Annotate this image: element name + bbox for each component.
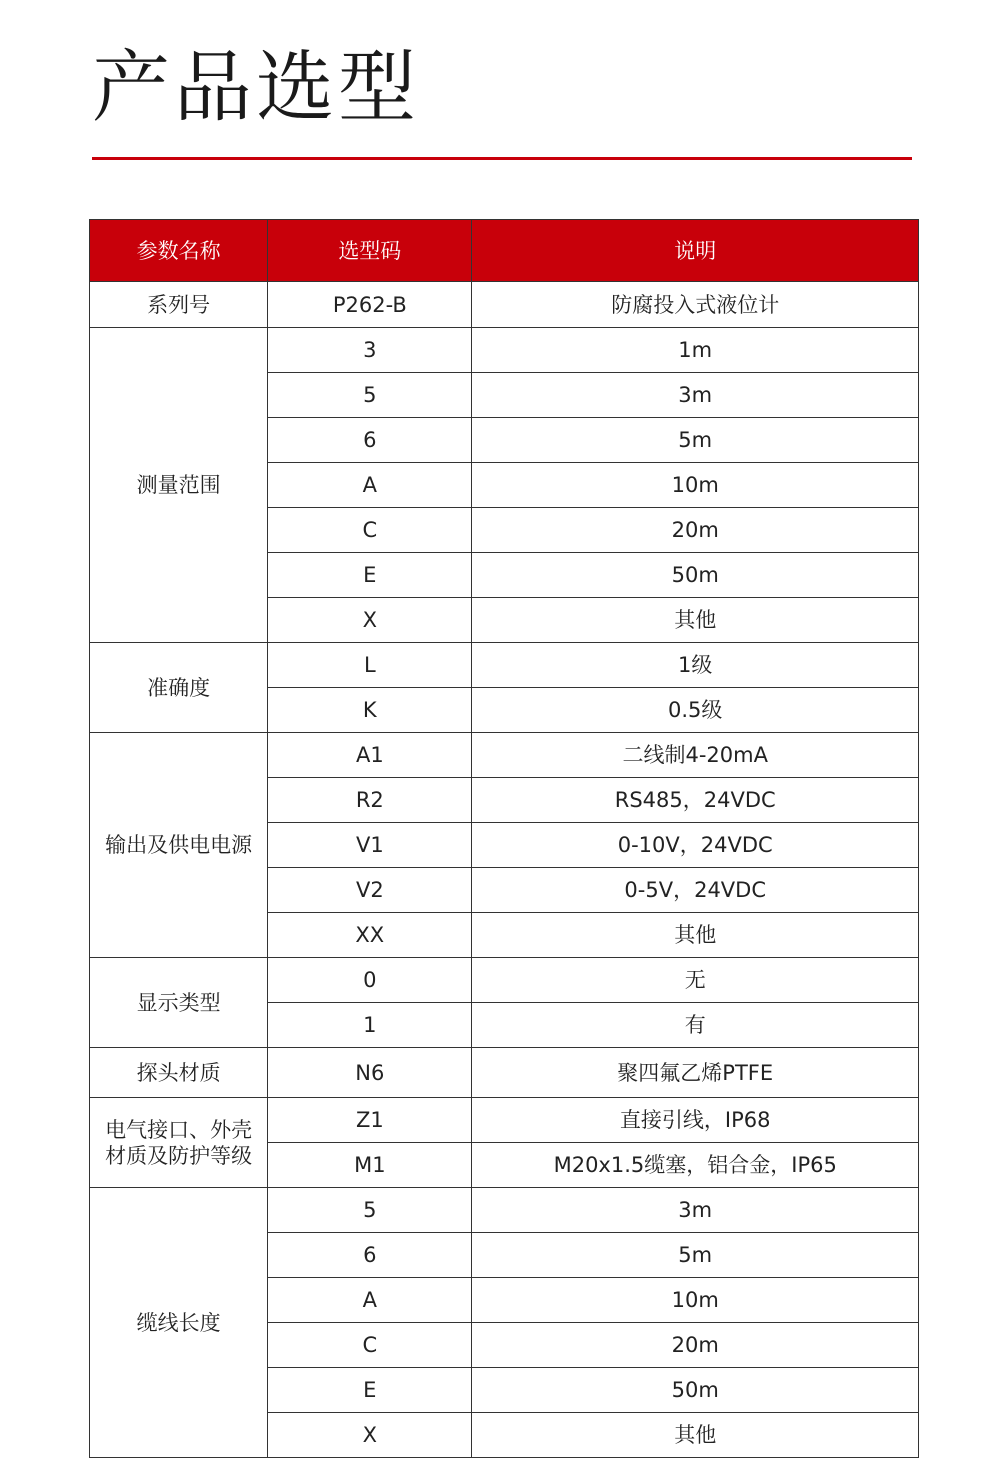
header-code: 选型码 bbox=[268, 220, 472, 282]
option-description: 20m bbox=[472, 1323, 919, 1368]
option-description: 5m bbox=[472, 418, 919, 463]
option-code: V1 bbox=[268, 823, 472, 868]
option-description: 10m bbox=[472, 463, 919, 508]
param-name bbox=[90, 1098, 268, 1188]
option-description: M20x1.5缆塞，铝合金，IP65 bbox=[472, 1143, 919, 1188]
option-description: 0-10V，24VDC bbox=[472, 823, 919, 868]
option-code: 6 bbox=[268, 1233, 472, 1278]
table-row bbox=[90, 1098, 919, 1143]
param-name: 输出及供电电源 bbox=[90, 733, 268, 958]
option-code: K bbox=[268, 688, 472, 733]
option-description: 20m bbox=[472, 508, 919, 553]
option-code: A bbox=[268, 463, 472, 508]
table-row bbox=[90, 733, 919, 778]
table-row bbox=[90, 1048, 919, 1098]
option-description: 0-5V，24VDC bbox=[472, 868, 919, 913]
option-code: 0 bbox=[268, 958, 472, 1003]
option-description: 3m bbox=[472, 373, 919, 418]
option-description: 其他 bbox=[472, 598, 919, 643]
param-name: 探头材质 bbox=[90, 1048, 268, 1098]
option-code: 5 bbox=[268, 1188, 472, 1233]
option-description: 0.5级 bbox=[472, 688, 919, 733]
option-code: 6 bbox=[268, 418, 472, 463]
option-code: Z1 bbox=[268, 1098, 472, 1143]
table-row bbox=[90, 1188, 919, 1233]
option-code: V2 bbox=[268, 868, 472, 913]
option-description: 聚四氟乙烯PTFE bbox=[472, 1048, 919, 1098]
option-description: RS485，24VDC bbox=[472, 778, 919, 823]
option-description: 5m bbox=[472, 1233, 919, 1278]
option-code: C bbox=[268, 1323, 472, 1368]
option-code: M1 bbox=[268, 1143, 472, 1188]
param-name: 测量范围 bbox=[90, 328, 268, 643]
option-description: 3m bbox=[472, 1188, 919, 1233]
option-description: 50m bbox=[472, 1368, 919, 1413]
option-code: A1 bbox=[268, 733, 472, 778]
option-code: 5 bbox=[268, 373, 472, 418]
page-title: 产品选型 bbox=[92, 43, 421, 133]
option-code: R2 bbox=[268, 778, 472, 823]
option-code: X bbox=[268, 1413, 472, 1458]
option-code: L bbox=[268, 643, 472, 688]
table-row bbox=[90, 643, 919, 688]
param-name-line: 材质及防护等级 bbox=[105, 1143, 253, 1168]
option-code: XX bbox=[268, 913, 472, 958]
option-description: 其他 bbox=[472, 1413, 919, 1458]
table-row bbox=[90, 282, 919, 328]
header-param-name: 参数名称 bbox=[90, 220, 268, 282]
option-description: 10m bbox=[472, 1278, 919, 1323]
option-description: 1级 bbox=[472, 643, 919, 688]
option-description: 1m bbox=[472, 328, 919, 373]
param-name: 准确度 bbox=[90, 643, 268, 733]
param-name: 显示类型 bbox=[90, 958, 268, 1048]
table-row bbox=[90, 958, 919, 1003]
param-name: 系列号 bbox=[90, 282, 268, 328]
option-code: E bbox=[268, 553, 472, 598]
option-code: N6 bbox=[268, 1048, 472, 1098]
option-description: 50m bbox=[472, 553, 919, 598]
option-description: 有 bbox=[472, 1003, 919, 1048]
header-description: 说明 bbox=[472, 220, 919, 282]
option-description: 防腐投入式液位计 bbox=[472, 282, 919, 328]
option-code: X bbox=[268, 598, 472, 643]
product-selection-table bbox=[89, 219, 919, 1458]
table-row bbox=[90, 328, 919, 373]
option-code: 3 bbox=[268, 328, 472, 373]
option-code: 1 bbox=[268, 1003, 472, 1048]
option-description: 无 bbox=[472, 958, 919, 1003]
option-description: 二线制4-20mA bbox=[472, 733, 919, 778]
option-code: E bbox=[268, 1368, 472, 1413]
title-divider bbox=[92, 157, 912, 160]
option-description: 其他 bbox=[472, 913, 919, 958]
option-code: C bbox=[268, 508, 472, 553]
option-code: A bbox=[268, 1278, 472, 1323]
option-code: P262-B bbox=[268, 282, 472, 328]
option-description: 直接引线，IP68 bbox=[472, 1098, 919, 1143]
param-name-line: 电气接口、外壳 bbox=[105, 1117, 253, 1142]
param-name: 缆线长度 bbox=[90, 1188, 268, 1458]
table-header-row bbox=[90, 220, 919, 282]
